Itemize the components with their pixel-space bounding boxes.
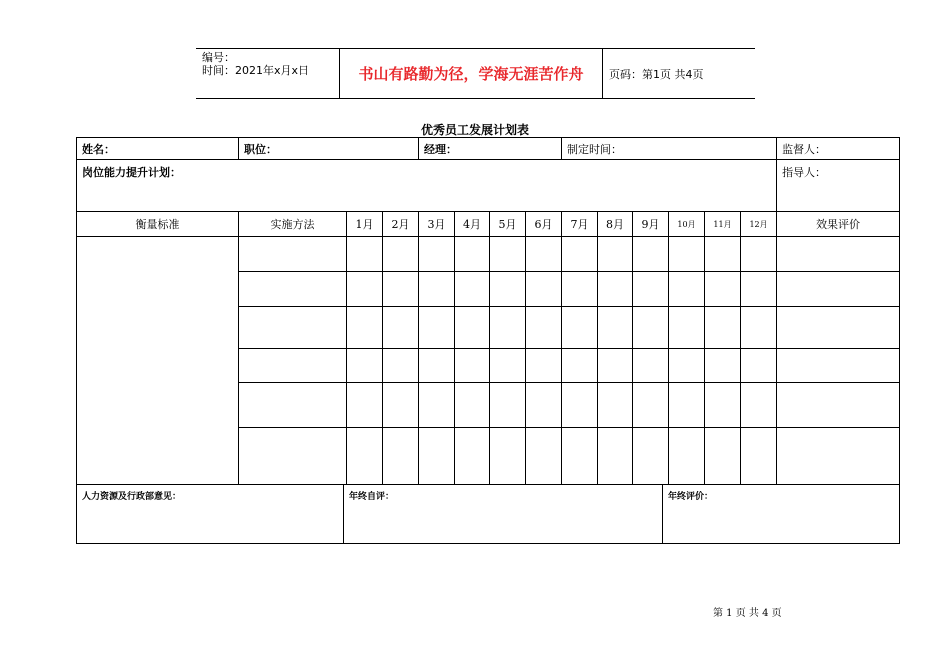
self-review-label: 年终自评： bbox=[349, 492, 395, 502]
plan-table bbox=[76, 137, 900, 485]
column-header-row bbox=[77, 212, 900, 237]
year-review-label: 年终评价： bbox=[668, 492, 714, 502]
info-row bbox=[77, 138, 900, 160]
month-header: 2月 bbox=[383, 212, 419, 237]
month-header: 8月 bbox=[598, 212, 633, 237]
month-header: 6月 bbox=[526, 212, 562, 237]
header-meta bbox=[196, 49, 339, 98]
page-code-text: 页码：第1页 共4页 bbox=[609, 67, 704, 81]
date-label: 制定时间： bbox=[562, 138, 777, 160]
criteria-cell[interactable] bbox=[77, 237, 239, 485]
document-header bbox=[196, 48, 755, 99]
mentor-label: 指导人： bbox=[777, 160, 900, 212]
month-header: 3月 bbox=[419, 212, 455, 237]
hr-opinion-label: 人力资源及行政部意见： bbox=[82, 492, 182, 502]
month-header: 7月 bbox=[562, 212, 598, 237]
month-header: 12月 bbox=[741, 212, 777, 237]
table-row bbox=[77, 237, 900, 272]
review-table bbox=[76, 485, 900, 544]
plan-row bbox=[77, 160, 900, 212]
supervisor-label: 监督人： bbox=[777, 138, 900, 160]
hr-opinion-cell[interactable] bbox=[77, 485, 344, 544]
name-label: 姓名： bbox=[77, 138, 239, 160]
year-review-cell[interactable] bbox=[663, 485, 900, 544]
plan-label: 岗位能力提升计划： bbox=[77, 160, 777, 212]
manager-label: 经理： bbox=[419, 138, 562, 160]
effect-header: 效果评价 bbox=[777, 212, 900, 237]
month-header: 11月 bbox=[705, 212, 741, 237]
page-footer: 第 1 页 共 4 页 bbox=[713, 608, 782, 619]
month-header: 10月 bbox=[669, 212, 705, 237]
review-row bbox=[77, 485, 900, 544]
self-review-cell[interactable] bbox=[344, 485, 663, 544]
code-label: 编号： bbox=[202, 51, 235, 64]
form-title: 优秀员工发展计划表 bbox=[420, 123, 529, 137]
month-header: 9月 bbox=[633, 212, 669, 237]
time-label: 时间：2021年x月x日 bbox=[202, 64, 310, 77]
month-header: 5月 bbox=[490, 212, 526, 237]
criteria-header: 衡量标准 bbox=[77, 212, 239, 237]
motto-text: 书山有路勤为径，学海无涯苦作舟 bbox=[358, 65, 584, 83]
position-label: 职位： bbox=[239, 138, 419, 160]
month-header: 4月 bbox=[455, 212, 490, 237]
page-code-cell bbox=[603, 49, 755, 98]
method-header: 实施方法 bbox=[239, 212, 347, 237]
month-header: 1月 bbox=[347, 212, 383, 237]
motto-cell bbox=[339, 49, 603, 98]
